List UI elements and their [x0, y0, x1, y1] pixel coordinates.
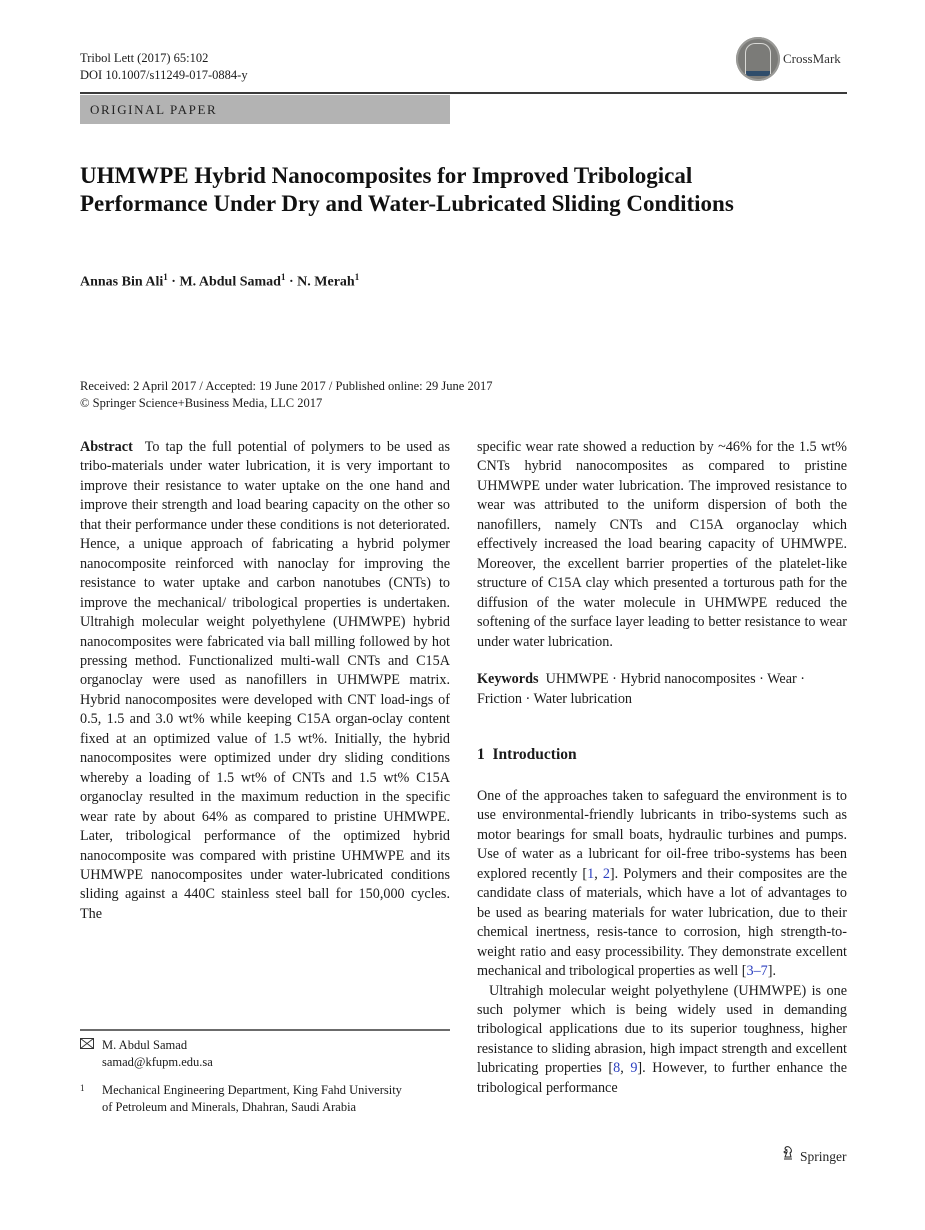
affiliation-number: 1	[80, 1083, 85, 1093]
affiliation-mark: 1	[163, 272, 168, 282]
doi[interactable]: DOI 10.1007/s11249-017-0884-y	[80, 68, 248, 82]
affiliation-line: of Petroleum and Minerals, Dhahran, Saudi Arabia	[102, 1100, 357, 1114]
citation-link[interactable]: 9	[630, 1060, 638, 1077]
author-name[interactable]: Annas Bin Ali	[80, 274, 164, 290]
keywords-list: UHMWPE · Hybrid nanocomposites · Wear · Friction · Water lubrication	[477, 671, 806, 707]
corresponding-email[interactable]: samad@kfupm.edu.sa	[102, 1055, 213, 1069]
author-name[interactable]: N. Merah	[297, 274, 355, 290]
keywords-label: Keywords	[477, 671, 539, 687]
springer-horse-icon	[780, 1145, 796, 1165]
envelope-icon	[80, 1037, 96, 1054]
affiliation-mark: 1	[354, 272, 360, 282]
author-list: Annas Bin Ali$^1$ · M. Abdul Samad$^1$ · N. Merah$^1$	[80, 272, 360, 290]
introduction-body	[477, 787, 847, 1098]
abstract-label: Abstract	[80, 439, 133, 455]
citation-link[interactable]: 2	[602, 865, 610, 882]
abstract-right-column	[477, 438, 847, 652]
footnote-rule	[80, 1029, 450, 1031]
copyright-line: © Springer Science+Business Media, LLC 2017	[80, 396, 323, 410]
citation-link[interactable]: 8	[613, 1060, 621, 1077]
paper-type-band: ORIGINAL PAPER	[80, 95, 450, 124]
paragraph: Ultrahigh molecular weight polyethylene (UHMWPE) is one such polymer which is being widely used in demanding tribological applications due to its superior toughness, higher resistance to sliding abrasion, high impact strength and excellent lubricating properties [8, 9]. However, to further enhance the tribological performance	[477, 982, 848, 1096]
corresponding-name: M. Abdul Samad	[102, 1038, 188, 1052]
keywords-block	[477, 670, 847, 709]
header-rule	[80, 92, 847, 94]
dates-line: Received: 2 April 2017 / Accepted: 19 June 2017 / Published online: 29 June 2017	[80, 379, 493, 393]
paragraph: One of the approaches taken to safeguard the environment is to use environmental-friendly lubricants in tribo-systems such as motor bearings for small boats, hydraulic turbines and pumps. Use of water as a lubricant for oil-free tribo-systems has been explored recently [1, 2]. Polymers and their composites are the candidate class of materials, which have a lot of advantages to be used as bearing materials for water lubrication, due to their chemical inertness, resis-tance to corrosion, high strength-to-weight ratio and easy processibility. They demonstrate excellent mechanical and tribological properties as well [3–7].	[477, 788, 848, 980]
section-heading-introduction: 1 Introduction	[477, 746, 577, 763]
publisher-logo	[780, 1145, 847, 1165]
crossmark-label: CrossMark	[783, 51, 841, 66]
affiliation-mark: 1	[280, 272, 286, 282]
article-title: UHMWPE Hybrid Nanocomposites for Improved Tribological Performance Under Dry and Water-Lubricated Sliding Conditions	[80, 163, 734, 216]
citation-link[interactable]: 3–7	[746, 963, 768, 980]
publication-history	[80, 378, 492, 412]
abstract-text: To tap the full potential of polymers to be used as tribo-materials under water lubrication, it is very important to improve their resistance to water uptake on the one hand and improve their strength and load bearing capacity on the other so that their performance under these conditions is not deteriorated. Hence, a unique approach of fabricating a hybrid polymer nanocomposite reinforced with nanoclay for improving the resistance to water uptake and carbon nanotubes (CNTs) to improve the mechanical/ tribological properties is undertaken. Ultrahigh molecular weight polyethylene (UHMWPE) hybrid nanocomposites were fabricated via ball milling followed by hot pressing method. Functionalized multi-wall CNTs and C15A organoclay were used as nanofillers in UHMWPE matrix. Hybrid nanocomposites were developed with CNT load-ings of 0.5, 1.5 and 3.0 wt% while keeping C15A organ-oclay content fixed at an optimized value of 1.5 wt%. Initially, the hybrid nanocomposites were optimized under dry sliding conditions whereby a loading of 1.5 wt% of CNTs and 1.5 wt% C15A organoclay resulted in the maximum reduction in the specific wear rate by about 64% as compared to pristine UHMWPE. Later, tribological performance of the optimized hybrid nanocomposite was compared with pristine UHMWPE and its UHMWPE nanocomposites under water-lubricated conditions sliding against a 440C stainless steel ball for 150,000 cycles. The	[80, 439, 451, 922]
affiliation-line: Mechanical Engineering Department, King Fahd University	[102, 1083, 402, 1097]
abstract-left-column	[80, 438, 450, 924]
journal-citation: Tribol Lett (2017) 65:102	[80, 51, 209, 65]
crossmark-icon	[736, 37, 780, 81]
crossmark-badge[interactable]	[736, 37, 856, 83]
citation-link[interactable]: 1	[587, 865, 595, 882]
abstract-text-continued: specific wear rate showed a reduction by ~46% for the 1.5 wt% CNTs hybrid nanocomposites as compared to pristine UHMWPE under water lubrication. The improved resistance to wear was attributed to the uniform dispersion of both the nanofillers, namely CNTs and C15A organoclay which effectively increased the load bearing capacity of UHMWPE. Moreover, the excellent barrier properties of the platelet-like structure of C15A clay which presented a torturous path for the diffusion of the water molecule in UHMWPE reduced the softening of the surface layer leading to better resistance to wear under water lubrication.	[477, 439, 847, 650]
journal-header	[80, 50, 248, 84]
corresponding-author	[80, 1037, 213, 1069]
author-name[interactable]: M. Abdul Samad	[179, 274, 281, 290]
publisher-name: Springer	[800, 1149, 847, 1164]
